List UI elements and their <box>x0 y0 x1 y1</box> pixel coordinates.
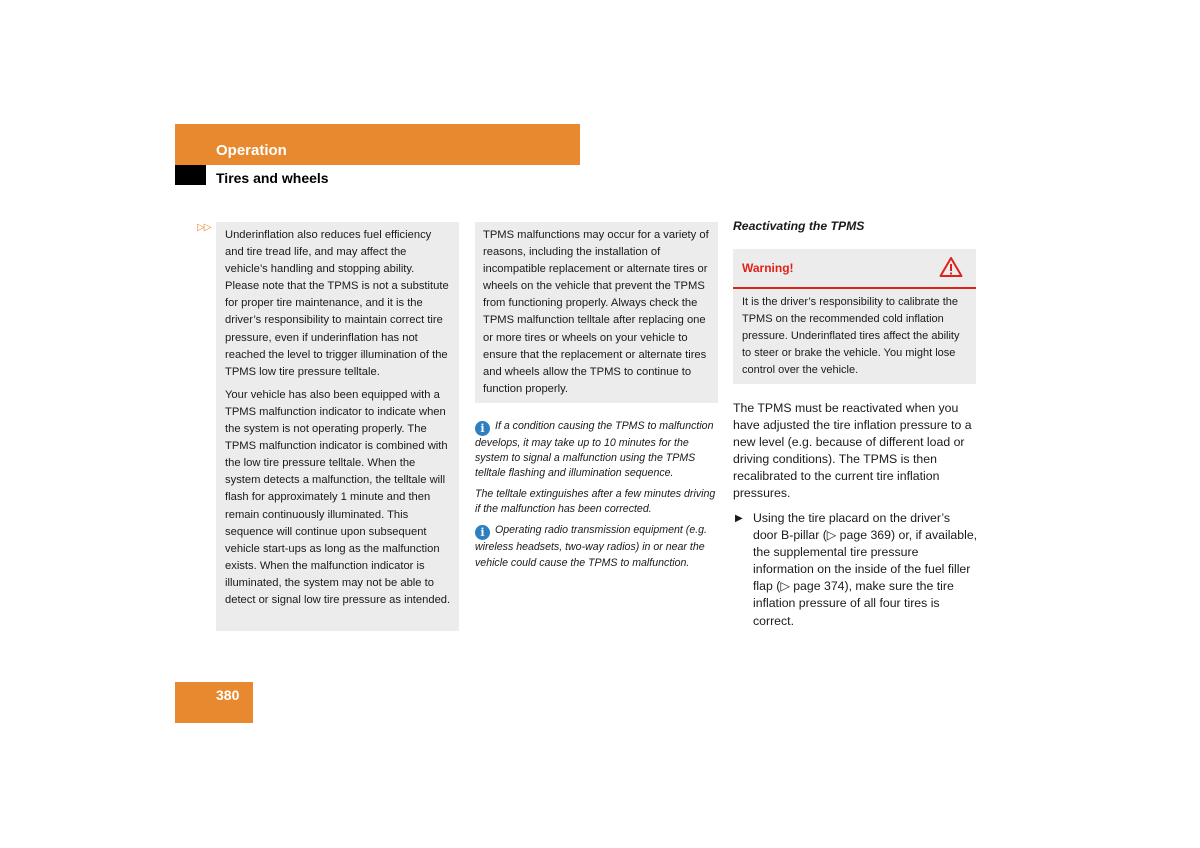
paragraph: Underinflation also reduces fuel efficiency and tire tread life, and may affect the vehicle’s handling and stopping ability. Please note that the TPMS is not a substitute for proper tire maintenance, and it is the driver’s responsibility to maintain correct tire pressure, even if underinflation has not reached the level to trigger illumination of the TPMS low tire pressure telltale. <box>225 229 449 378</box>
info-icon: i <box>475 421 490 436</box>
warning-text: It is the driver’s responsibility to calibrate the TPMS on the recommended cold inflation pressure. Underinflated tires affect the ability to steer or brake the vehicle. You might lose control over the vehicle. <box>742 296 960 377</box>
warning-triangle-icon <box>939 256 963 278</box>
note-text: Operating radio transmission equipment (e.g. wireless headsets, two-way radios) in or near the vehicle could cause the TPMS to malfunction. <box>475 524 707 569</box>
note-followup: The telltale extinguishes after a few minutes driving if the malfunction has been corrected. <box>475 488 716 516</box>
info-icon: i <box>475 525 490 540</box>
continued-marker: ▷▷ <box>197 222 211 233</box>
note <box>475 523 718 570</box>
warning-box <box>733 249 976 384</box>
subsection-tab-marker <box>175 165 206 185</box>
info-box-underinflation <box>216 222 459 631</box>
page-number: 380 <box>216 687 240 703</box>
paragraph: TPMS malfunctions may occur for a variety of reasons, including the installation of incompatible replacement or alternate tires or wheels on the vehicle that prevent the TPMS from functioning properly. Always check the TPMS malfunction telltale after replacing one or more tires or wheels on your vehicle to ensure that the replacement or alternate tires and wheels allow the TPMS to continue to function properly. <box>483 229 709 395</box>
reactivation-body: The TPMS must be reactivated when you have adjusted the tire inflation pressure to a new level (e.g. because of different load or driving conditions). The TPMS is then recalibrated to the current tire inflation pressures. <box>733 401 972 501</box>
notes-section <box>475 419 718 577</box>
subsection-title: Tires and wheels <box>216 170 329 186</box>
reactivating-tpms-heading: Reactivating the TPMS <box>733 219 865 233</box>
paragraph: Your vehicle has also been equipped with a TPMS malfunction indicator to indicate when the system is not operating properly. The TPMS malfunction indicator is combined with the low tire pressure telltale. When the system detects a malfunction, the telltale will flash for approximately 1 minute and then remain continuously illuminated. This sequence will continue upon subsequent vehicle start-ups as long as the malfunction exists. When the malfunction indicator is illuminated, the system may not be able to detect or signal low tire pressure as intended. <box>225 388 451 606</box>
note <box>475 419 718 481</box>
warning-title: Warning! <box>742 261 794 275</box>
bullet-arrow-icon: ▶ <box>735 513 743 524</box>
bullet-text: Using the tire placard on the driver’s door B-pillar (▷ page 369) or, if available, the supplemental tire pressure information on the inside of the fuel filler flap (▷ page 374), make sure the tire inflation pressure of all four tires is correct. <box>753 511 978 628</box>
note-text: If a condition causing the TPMS to malfunction develops, it may take up to 10 minutes for the system to signal a malfunction using the TPMS telltale flashing and illumination sequence. <box>475 420 714 480</box>
warning-header <box>733 249 976 289</box>
page-number-tab <box>175 682 253 723</box>
section-title: Operation <box>216 142 287 159</box>
instruction-bullet <box>733 510 978 630</box>
info-box-tpms-malfunctions <box>475 222 718 403</box>
